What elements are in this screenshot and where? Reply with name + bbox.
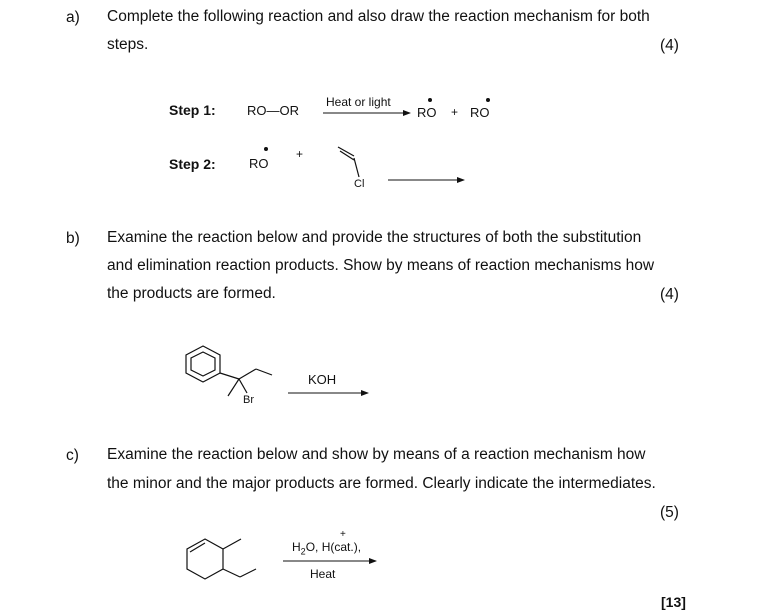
reagent-h: H	[292, 540, 301, 554]
vinyl-chloride-structure	[338, 147, 359, 177]
question-a-text-line1: Complete the following reaction and also draw the reaction mechanism for both	[107, 8, 650, 25]
step1-product-2: RO	[470, 105, 490, 120]
question-b-text-line3: the products are formed.	[107, 285, 276, 302]
reagent-o-h-cat: O, H(cat.),	[305, 540, 362, 554]
condition-heat: Heat	[310, 567, 336, 581]
total-marks: [13]	[661, 594, 686, 610]
question-c-text-line1: Examine the reaction below and show by means of a reaction mechanism how	[107, 446, 646, 463]
step1-label: Step 1:	[169, 102, 216, 118]
bromo-label: Br	[243, 394, 254, 406]
step2-reactant: RO	[249, 156, 269, 171]
step1-product-1: RO	[417, 105, 437, 120]
step2-radical-dot	[264, 147, 268, 151]
question-a-text-line2: steps.	[107, 36, 149, 53]
cyclohexene-substrate-structure	[187, 539, 256, 579]
question-a-marks: (4)	[660, 37, 679, 54]
reagent-proton-charge: +	[340, 529, 346, 540]
step1-condition: Heat or light	[326, 95, 391, 109]
question-b-marks: (4)	[660, 286, 679, 303]
step1-radical-dot-1	[428, 98, 432, 102]
step1-radical-dot-2	[486, 98, 490, 102]
question-b-letter: b)	[66, 230, 80, 247]
question-c-text-line2: the minor and the major products are formed. Clearly indicate the intermediates.	[107, 475, 656, 492]
question-b-text-line1: Examine the reaction below and provide the structures of both the substitution	[107, 229, 642, 246]
step2-chloro-label: Cl	[354, 178, 365, 190]
question-c-letter: c)	[66, 447, 79, 464]
question-c-marks: (5)	[660, 504, 679, 521]
step2-plus: +	[296, 147, 304, 161]
step2-label: Step 2:	[169, 156, 216, 172]
reagent-subscript-2: 2	[300, 546, 306, 557]
step1-reactant: RO—OR	[247, 103, 299, 118]
question-b-text-line2: and elimination reaction products. Show by means of reaction mechanisms how	[107, 257, 655, 274]
step1-plus: +	[451, 105, 459, 119]
question-a-letter: a)	[66, 9, 80, 26]
bromo-substrate-structure	[186, 346, 272, 396]
reagent-koh: KOH	[308, 372, 337, 387]
